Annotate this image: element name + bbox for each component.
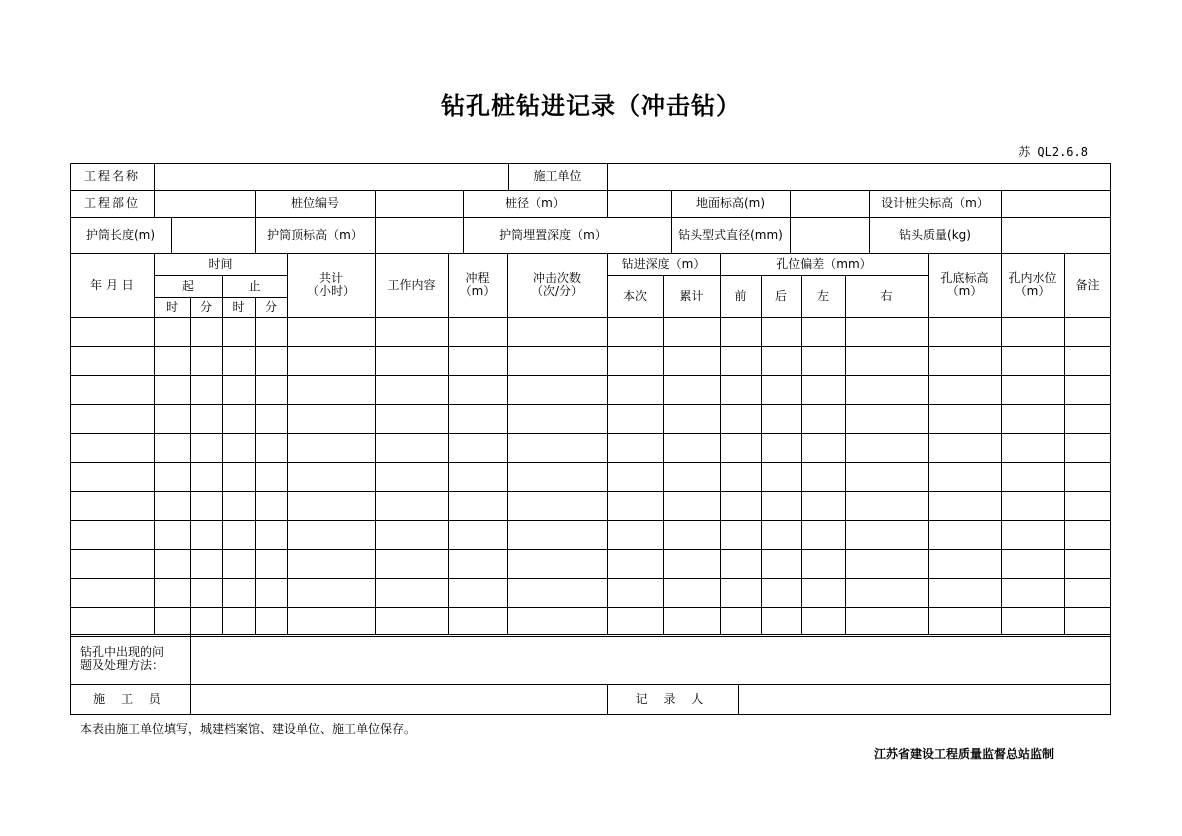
- col-deviation: 孔位偏差（mm）: [776, 256, 872, 271]
- col-start-minute: 分: [199, 299, 212, 314]
- col-start-hour: 时: [165, 299, 178, 314]
- value-issues[interactable]: [190, 634, 1111, 684]
- value-construction-unit[interactable]: [607, 163, 1111, 190]
- label-recorder: 记 录 人: [635, 692, 710, 706]
- label-casing-length: 护筒长度(m): [85, 227, 156, 242]
- col-start: 起: [181, 278, 194, 293]
- col-end-hour: 时: [232, 299, 245, 314]
- col-left: 左: [816, 288, 829, 303]
- label-casing-depth: 护筒埋置深度（m）: [499, 227, 607, 242]
- col-total-hours: 共计 （小时）: [306, 271, 355, 298]
- label-project-name: 工程名称: [83, 169, 140, 183]
- col-time: 时间: [208, 256, 233, 271]
- form-title: 钻孔桩钻进记录（冲击钻）: [441, 92, 741, 120]
- value-recorder[interactable]: [738, 684, 1111, 715]
- footnote: 本表由施工单位填写，城建档案馆、建设单位、施工单位保存。: [80, 722, 417, 736]
- form-code: 苏 QL2.6.8: [1018, 145, 1088, 159]
- record-table: [70, 163, 1111, 715]
- value-constructor[interactable]: [190, 684, 607, 715]
- label-issues: 钻孔中出现的问 题及处理方法：: [80, 645, 165, 672]
- label-design-tip-elevation: 设计桩尖标高（m）: [881, 196, 989, 210]
- label-pile-number: 桩位编号: [290, 196, 339, 210]
- col-water-level: 孔内水位 （m）: [1008, 271, 1057, 298]
- label-constructor: 施 工 员: [93, 692, 167, 706]
- col-date: 年 月 日: [90, 277, 134, 292]
- label-construction-unit: 施工单位: [533, 169, 582, 183]
- col-cumulative: 累计: [679, 288, 704, 303]
- col-hole-bottom: 孔底标高 （m）: [940, 271, 989, 298]
- col-front: 前: [734, 288, 747, 303]
- col-end: 止: [248, 278, 261, 293]
- col-this-time: 本次: [622, 288, 647, 303]
- col-remarks: 备注: [1075, 277, 1100, 292]
- label-project-part: 工程部位: [83, 196, 140, 210]
- col-drill-depth: 钻进深度（m）: [621, 256, 706, 271]
- issuer: 江苏省建设工程质量监督总站监制: [874, 747, 1055, 761]
- col-end-minute: 分: [264, 299, 277, 314]
- col-back: 后: [774, 288, 787, 303]
- col-stroke: 冲程 （m）: [459, 271, 496, 298]
- label-bit-type-diameter: 钻头型式直径(mm): [678, 227, 783, 242]
- label-casing-top-elevation: 护筒顶标高（m）: [267, 227, 363, 242]
- col-impact-count: 冲击次数 （次/分）: [530, 271, 584, 298]
- label-bit-mass: 钻头质量(kg): [899, 227, 971, 242]
- label-ground-elevation: 地面标高(m): [695, 196, 766, 210]
- col-work-content: 工作内容: [387, 277, 436, 292]
- col-right: 右: [880, 288, 893, 303]
- label-pile-diameter: 桩径（m）: [505, 196, 565, 210]
- value-project-name[interactable]: [154, 163, 508, 190]
